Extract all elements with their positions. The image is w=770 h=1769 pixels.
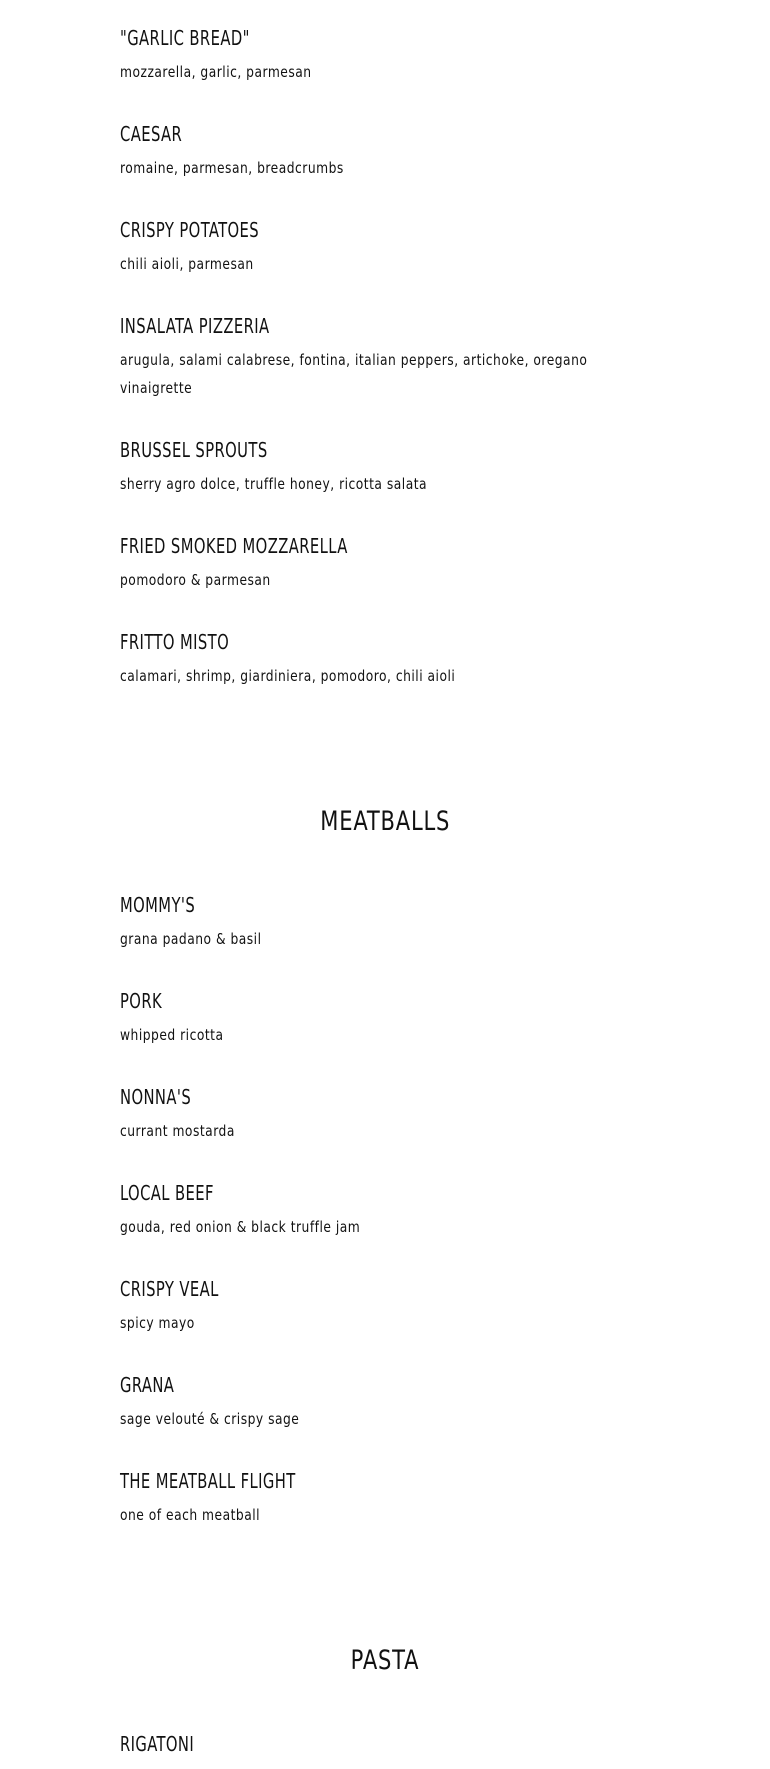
section-title-text: PASTA [350, 1645, 420, 1676]
menu-item-garlic-bread [120, 26, 620, 86]
item-name: NONNA'S [120, 1085, 192, 1109]
menu-item-mommys [120, 893, 620, 953]
item-name: GRANA [120, 1373, 175, 1397]
item-description: sage velouté & crispy sage [120, 1410, 300, 1428]
item-name: LOCAL BEEF [120, 1181, 214, 1205]
menu-item-grana [120, 1373, 620, 1433]
menu-item-rigatoni [120, 1732, 620, 1756]
item-description: gouda, red onion & black truffle jam [120, 1218, 361, 1236]
item-description: one of each meatball [120, 1506, 261, 1524]
item-description: pomodoro & parmesan [120, 571, 271, 589]
item-name: THE MEATBALL FLIGHT [120, 1469, 296, 1493]
item-description: arugula, salami calabrese, fontina, italian peppers, artichoke, oregano vinaigrette [120, 351, 588, 397]
menu-item-meatball-flight [120, 1469, 620, 1529]
item-name: CRISPY VEAL [120, 1277, 219, 1301]
item-description: romaine, parmesan, breadcrumbs [120, 159, 344, 177]
item-description: spicy mayo [120, 1314, 195, 1332]
item-description: currant mostarda [120, 1122, 235, 1140]
menu-item-pork [120, 989, 620, 1049]
section-title-text: MEATBALLS [320, 806, 450, 837]
item-description: grana padano & basil [120, 930, 262, 948]
section-title-meatballs [0, 806, 770, 838]
item-name: RIGATONI [120, 1732, 195, 1756]
item-description: calamari, shrimp, giardiniera, pomodoro, chili aioli [120, 667, 456, 685]
menu-item-crispy-veal [120, 1277, 620, 1337]
menu-item-fried-smoked-mozzarella [120, 534, 620, 594]
menu-item-nonnas [120, 1085, 620, 1145]
menu-item-insalata-pizzeria [120, 314, 620, 402]
item-name: FRITTO MISTO [120, 630, 230, 654]
item-description: mozzarella, garlic, parmesan [120, 63, 312, 81]
menu-item-crispy-potatoes [120, 218, 620, 278]
menu-item-caesar [120, 122, 620, 182]
item-name: PORK [120, 989, 163, 1013]
item-name: FRIED SMOKED MOZZARELLA [120, 534, 348, 558]
item-description: sherry agro dolce, truffle honey, ricotta salata [120, 475, 428, 493]
item-name: CAESAR [120, 122, 183, 146]
menu-item-brussel-sprouts [120, 438, 620, 498]
item-name: INSALATA PIZZERIA [120, 314, 270, 338]
menu-item-local-beef [120, 1181, 620, 1241]
item-name: "GARLIC BREAD" [120, 26, 250, 50]
item-description: whipped ricotta [120, 1026, 224, 1044]
item-description: chili aioli, parmesan [120, 255, 254, 273]
item-name: MOMMY'S [120, 893, 196, 917]
item-name: CRISPY POTATOES [120, 218, 260, 242]
menu-item-fritto-misto [120, 630, 620, 690]
item-name: BRUSSEL SPROUTS [120, 438, 268, 462]
section-title-pasta [0, 1645, 770, 1677]
